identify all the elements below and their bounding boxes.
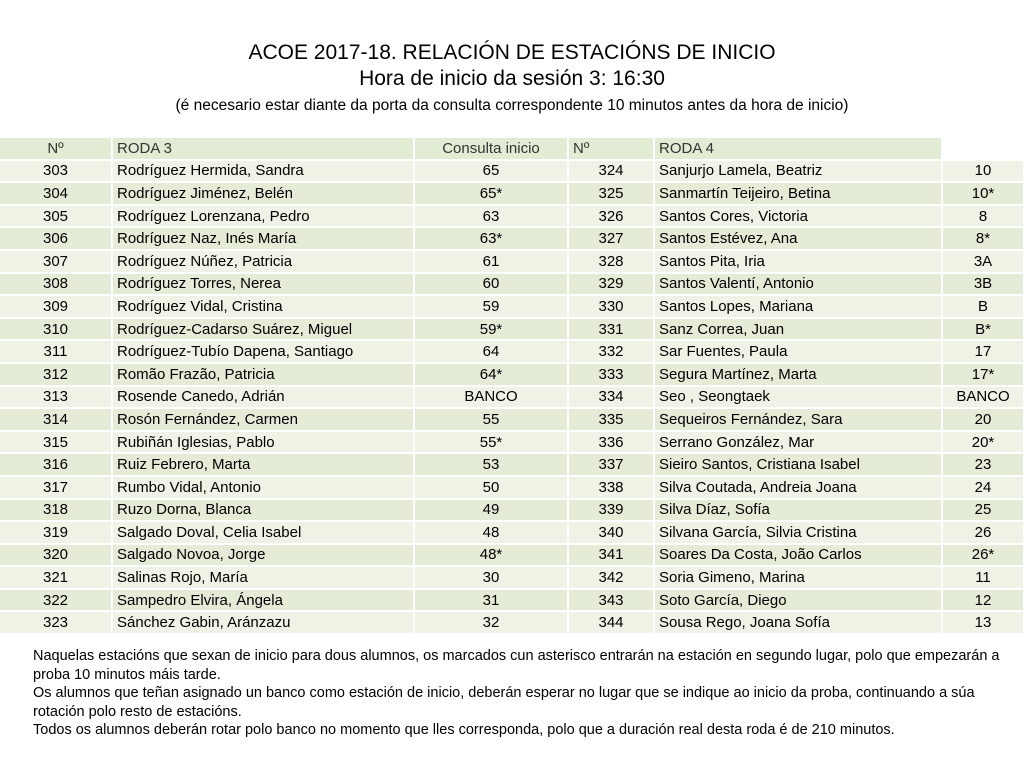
station-right: 26* [942, 544, 1024, 567]
student-name-roda-3: Sánchez Gabin, Aránzazu [112, 611, 414, 634]
row-number-left: 318 [0, 499, 112, 522]
row-number-right: 335 [568, 408, 654, 431]
station-left: 48* [414, 544, 568, 567]
student-name-roda-4: Sar Fuentes, Paula [654, 340, 942, 363]
table-row [0, 566, 1024, 589]
page-title: ACOE 2017-18. RELACIÓN DE ESTACIÓNS DE INICIO [248, 41, 776, 64]
row-number-right: 330 [568, 295, 654, 318]
header-note: (é necesario estar diante da porta da consulta correspondente 10 minutos antes da hora de inicio) [175, 97, 849, 114]
stations-table [0, 138, 1024, 635]
row-number-right: 336 [568, 431, 654, 454]
student-name-roda-4: Sousa Rego, Joana Sofía [654, 611, 942, 634]
table-row [0, 318, 1024, 341]
station-left: 31 [414, 589, 568, 612]
station-left: 65 [414, 160, 568, 183]
student-name-roda-4: Silva Coutada, Andreia Joana [654, 476, 942, 499]
station-right: 25 [942, 499, 1024, 522]
station-left: 60 [414, 273, 568, 296]
student-name-roda-3: Rodríguez Núñez, Patricia [112, 250, 414, 273]
student-name-roda-3: Rodríguez Jiménez, Belén [112, 182, 414, 205]
student-name-roda-3: Rumbo Vidal, Antonio [112, 476, 414, 499]
header-roda-3: RODA 3 [112, 138, 414, 160]
student-name-roda-3: Ruzo Dorna, Blanca [112, 499, 414, 522]
student-name-roda-3: Ruiz Febrero, Marta [112, 453, 414, 476]
station-right: 8 [942, 205, 1024, 228]
row-number-right: 325 [568, 182, 654, 205]
row-number-left: 316 [0, 453, 112, 476]
student-name-roda-3: Rodríguez Vidal, Cristina [112, 295, 414, 318]
header-number-right: Nº [568, 138, 654, 160]
station-left: 64* [414, 363, 568, 386]
table-body [0, 160, 1024, 634]
table-row [0, 340, 1024, 363]
student-name-roda-3: Rodríguez-Cadarso Suárez, Miguel [112, 318, 414, 341]
row-number-left: 312 [0, 363, 112, 386]
station-left: 65* [414, 182, 568, 205]
station-left: 48 [414, 521, 568, 544]
student-name-roda-4: Santos Cores, Victoria [654, 205, 942, 228]
station-right: 17 [942, 340, 1024, 363]
table-row [0, 589, 1024, 612]
row-number-right: 332 [568, 340, 654, 363]
row-number-left: 310 [0, 318, 112, 341]
student-name-roda-3: Rodríguez Hermida, Sandra [112, 160, 414, 183]
station-left: 59 [414, 295, 568, 318]
station-right: 20* [942, 431, 1024, 454]
table-row [0, 250, 1024, 273]
station-left: 32 [414, 611, 568, 634]
row-number-right: 343 [568, 589, 654, 612]
student-name-roda-3: Salinas Rojo, María [112, 566, 414, 589]
station-right: 17* [942, 363, 1024, 386]
row-number-left: 311 [0, 340, 112, 363]
row-number-left: 322 [0, 589, 112, 612]
row-number-left: 315 [0, 431, 112, 454]
student-name-roda-4: Soto García, Diego [654, 589, 942, 612]
table-row [0, 160, 1024, 183]
header-station-right [942, 138, 1024, 160]
student-name-roda-4: Silvana García, Silvia Cristina [654, 521, 942, 544]
row-number-right: 344 [568, 611, 654, 634]
student-name-roda-4: Soares Da Costa, João Carlos [654, 544, 942, 567]
student-name-roda-4: Sanjurjo Lamela, Beatriz [654, 160, 942, 183]
student-name-roda-3: Romão Frazão, Patricia [112, 363, 414, 386]
row-number-right: 324 [568, 160, 654, 183]
row-number-left: 308 [0, 273, 112, 296]
station-right: 3A [942, 250, 1024, 273]
student-name-roda-3: Rodríguez-Tubío Dapena, Santiago [112, 340, 414, 363]
table-row [0, 611, 1024, 634]
station-right: 8* [942, 227, 1024, 250]
row-number-left: 319 [0, 521, 112, 544]
station-right: 3B [942, 273, 1024, 296]
station-right: 10* [942, 182, 1024, 205]
student-name-roda-4: Santos Lopes, Mariana [654, 295, 942, 318]
row-number-right: 334 [568, 386, 654, 409]
student-name-roda-3: Salgado Doval, Celia Isabel [112, 521, 414, 544]
station-right: 24 [942, 476, 1024, 499]
student-name-roda-3: Sampedro Elvira, Ángela [112, 589, 414, 612]
row-number-right: 337 [568, 453, 654, 476]
student-name-roda-3: Rosón Fernández, Carmen [112, 408, 414, 431]
row-number-left: 314 [0, 408, 112, 431]
row-number-right: 339 [568, 499, 654, 522]
header-consulta-inicio: Consulta inicio [414, 138, 568, 160]
station-left: 59* [414, 318, 568, 341]
row-number-right: 333 [568, 363, 654, 386]
row-number-right: 341 [568, 544, 654, 567]
station-right: 26 [942, 521, 1024, 544]
row-number-right: 327 [568, 227, 654, 250]
footer-note-asterisk: Naquelas estacións que sexan de inicio para dous alumnos, os marcados cun asterisco entrarán na estación en segundo lugar, polo que empezarán a proba 10 minutos máis tarde. [33, 648, 1000, 683]
table-row [0, 431, 1024, 454]
student-name-roda-4: Sanmartín Teijeiro, Betina [654, 182, 942, 205]
station-left: 50 [414, 476, 568, 499]
student-name-roda-3: Rodríguez Lorenzana, Pedro [112, 205, 414, 228]
station-left: 63* [414, 227, 568, 250]
table-row [0, 453, 1024, 476]
table-header-row [0, 138, 1024, 160]
row-number-left: 307 [0, 250, 112, 273]
row-number-right: 331 [568, 318, 654, 341]
student-name-roda-4: Santos Pita, Iria [654, 250, 942, 273]
station-right: 11 [942, 566, 1024, 589]
row-number-right: 342 [568, 566, 654, 589]
station-right: 12 [942, 589, 1024, 612]
row-number-left: 303 [0, 160, 112, 183]
station-left: 61 [414, 250, 568, 273]
student-name-roda-3: Rodríguez Torres, Nerea [112, 273, 414, 296]
station-right: 13 [942, 611, 1024, 634]
table-row [0, 295, 1024, 318]
footer-note-banco: Os alumnos que teñan asignado un banco como estación de inicio, deberán esperar no lugar que se indique ao inicio da proba, continuando a súa rotación polo resto de estacións. [33, 685, 975, 720]
table-row [0, 476, 1024, 499]
station-right: 10 [942, 160, 1024, 183]
session-start-time: Hora de inicio da sesión 3: 16:30 [359, 67, 665, 90]
student-name-roda-4: Santos Estévez, Ana [654, 227, 942, 250]
row-number-right: 329 [568, 273, 654, 296]
station-left: 63 [414, 205, 568, 228]
station-left: 55* [414, 431, 568, 454]
student-name-roda-3: Rosende Canedo, Adrián [112, 386, 414, 409]
row-number-right: 326 [568, 205, 654, 228]
student-name-roda-4: Sieiro Santos, Cristiana Isabel [654, 453, 942, 476]
table-row [0, 182, 1024, 205]
table-row [0, 273, 1024, 296]
student-name-roda-4: Silva Díaz, Sofía [654, 499, 942, 522]
station-right: B [942, 295, 1024, 318]
station-right: BANCO [942, 386, 1024, 409]
table-row [0, 205, 1024, 228]
table-row [0, 363, 1024, 386]
student-name-roda-3: Rodríguez Naz, Inés María [112, 227, 414, 250]
station-left: 53 [414, 453, 568, 476]
station-left: 49 [414, 499, 568, 522]
student-name-roda-4: Seo , Seongtaek [654, 386, 942, 409]
table-row [0, 499, 1024, 522]
student-name-roda-3: Rubiñán Iglesias, Pablo [112, 431, 414, 454]
row-number-left: 304 [0, 182, 112, 205]
row-number-left: 321 [0, 566, 112, 589]
station-left: 30 [414, 566, 568, 589]
row-number-left: 305 [0, 205, 112, 228]
student-name-roda-4: Soria Gimeno, Marina [654, 566, 942, 589]
student-name-roda-4: Segura Martínez, Marta [654, 363, 942, 386]
row-number-left: 309 [0, 295, 112, 318]
station-right: 20 [942, 408, 1024, 431]
table-row [0, 544, 1024, 567]
header-number-left: Nº [0, 138, 112, 160]
station-right: 23 [942, 453, 1024, 476]
table-row [0, 227, 1024, 250]
station-left: 55 [414, 408, 568, 431]
page-header [0, 40, 1024, 116]
row-number-left: 317 [0, 476, 112, 499]
student-name-roda-3: Salgado Novoa, Jorge [112, 544, 414, 567]
student-name-roda-4: Sanz Correa, Juan [654, 318, 942, 341]
header-roda-4: RODA 4 [654, 138, 942, 160]
table-row [0, 521, 1024, 544]
row-number-right: 338 [568, 476, 654, 499]
row-number-left: 313 [0, 386, 112, 409]
station-left: 64 [414, 340, 568, 363]
footer-notes [33, 647, 1008, 740]
student-name-roda-4: Sequeiros Fernández, Sara [654, 408, 942, 431]
student-name-roda-4: Serrano González, Mar [654, 431, 942, 454]
footer-note-rotation: Todos os alumnos deberán rotar polo banco no momento que lles corresponda, polo que a duración real desta roda é de 210 minutos. [33, 722, 895, 738]
table-row [0, 408, 1024, 431]
station-left: BANCO [414, 386, 568, 409]
row-number-left: 320 [0, 544, 112, 567]
station-right: B* [942, 318, 1024, 341]
row-number-left: 323 [0, 611, 112, 634]
row-number-left: 306 [0, 227, 112, 250]
row-number-right: 328 [568, 250, 654, 273]
row-number-right: 340 [568, 521, 654, 544]
student-name-roda-4: Santos Valentí, Antonio [654, 273, 942, 296]
table-row [0, 386, 1024, 409]
